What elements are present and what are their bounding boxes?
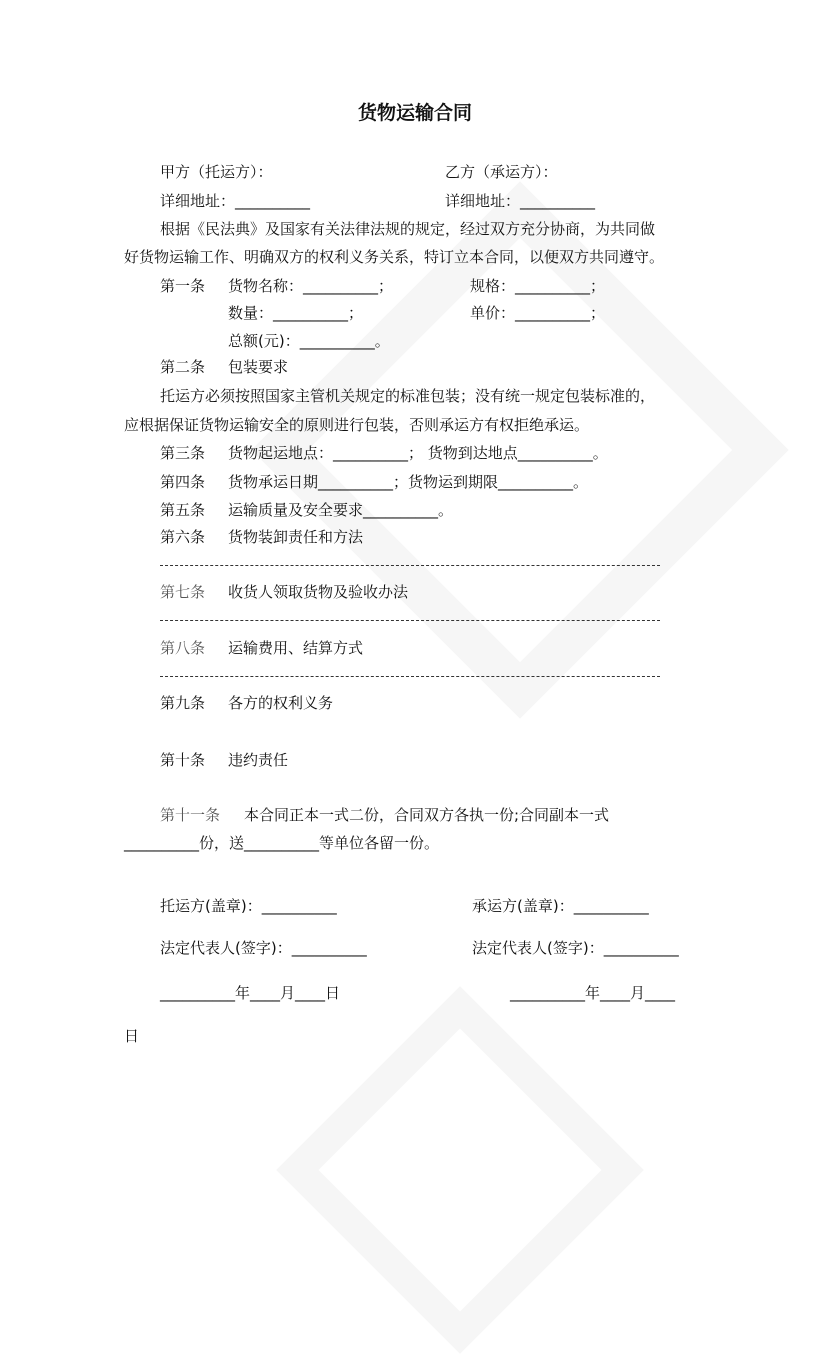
carrier-date: __________年____月____ — [510, 984, 676, 1002]
party-b-address: 详细地址：__________ — [445, 192, 596, 210]
article-5-text: 运输质量及安全要求__________。 — [228, 501, 454, 519]
article-10-text: 违约责任 — [228, 751, 289, 769]
watermark — [276, 986, 644, 1354]
dashed-divider — [160, 676, 660, 677]
article-4-text: 货物承运日期__________；货物运到期限__________。 — [228, 473, 589, 491]
party-a-address: 详细地址：__________ — [160, 192, 311, 210]
article-10-label: 第十条 — [160, 751, 206, 769]
intro-text: 根据《民法典》及国家有关法律法规的规定，经过双方充分协商，为共同做 — [160, 220, 656, 238]
article-8-label: 第八条 — [160, 639, 206, 657]
shipper-seal: 托运方(盖章)：__________ — [160, 897, 337, 915]
shipper-date: __________年____月____日 — [160, 984, 341, 1002]
carrier-representative: 法定代表人(签字)：__________ — [472, 939, 679, 957]
party-b-label: 乙方（承运方）： — [445, 163, 558, 181]
article-1-label: 第一条 — [160, 277, 206, 295]
article-2-title: 包装要求 — [228, 358, 289, 376]
article-2-label: 第二条 — [160, 358, 206, 376]
article-9-text: 各方的权利义务 — [228, 694, 334, 712]
shipper-representative: 法定代表人(签字)：__________ — [160, 939, 367, 957]
dashed-divider — [160, 620, 660, 621]
party-a-label: 甲方（托运方）： — [160, 163, 273, 181]
article-9-label: 第九条 — [160, 694, 206, 712]
article-5-label: 第五条 — [160, 501, 206, 519]
article-11-text: __________份，送__________等单位各留一份。 — [124, 834, 440, 852]
carrier-seal: 承运方(盖章)：__________ — [472, 897, 649, 915]
quantity-field: 数量：__________； — [228, 304, 364, 322]
spec-field: 规格：__________； — [470, 277, 606, 295]
goods-name-field: 货物名称：__________； — [228, 277, 394, 295]
article-3-text: 货物起运地点：__________； 货物到达地点__________。 — [228, 444, 608, 462]
article-3-label: 第三条 — [160, 444, 206, 462]
intro-text: 好货物运输工作、明确双方的权利义务关系，特订立本合同，以便双方共同遵守。 — [124, 248, 665, 266]
article-11-text: 本合同正本一式二份，合同双方各执一份;合同副本一式 — [244, 806, 610, 824]
article-6-text: 货物装卸责任和方法 — [228, 528, 364, 546]
total-field: 总额(元)：__________。 — [228, 332, 390, 350]
article-8-text: 运输费用、结算方式 — [228, 639, 364, 657]
article-2-body: 托运方必须按照国家主管机关规定的标准包装；没有统一规定包装标准的， — [160, 387, 656, 405]
dashed-divider — [160, 565, 660, 566]
article-7-text: 收货人领取货物及验收办法 — [228, 583, 409, 601]
carrier-date-day: 日 — [124, 1027, 140, 1045]
article-11-label: 第十一条 — [160, 806, 221, 824]
article-6-label: 第六条 — [160, 528, 206, 546]
article-4-label: 第四条 — [160, 473, 206, 491]
article-7-label: 第七条 — [160, 583, 206, 601]
document-title: 货物运输合同 — [357, 102, 472, 124]
unit-price-field: 单价：__________； — [470, 304, 606, 322]
article-2-body: 应根据保证货物运输安全的原则进行包装，否则承运方有权拒绝承运。 — [124, 416, 590, 434]
